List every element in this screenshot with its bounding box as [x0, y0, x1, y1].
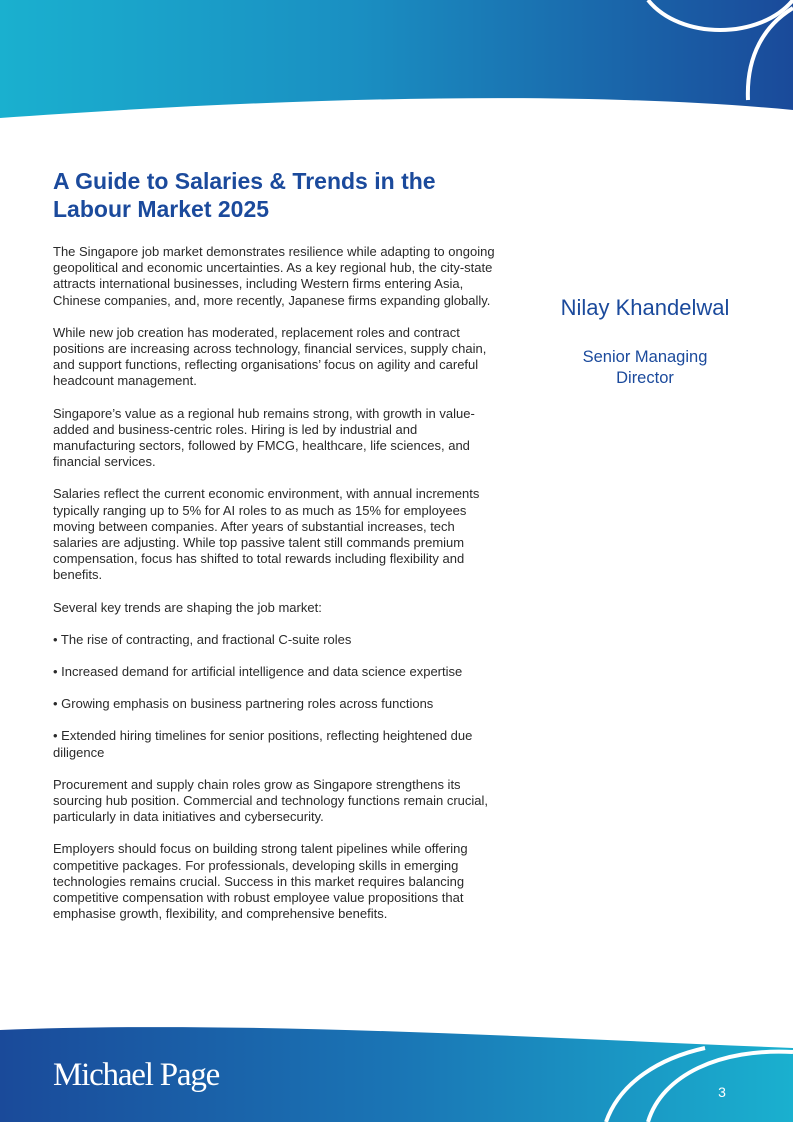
bullet-item: • Increased demand for artificial intelligence and data science expertise — [53, 664, 463, 680]
bullet-item: • Growing emphasis on business partnering roles across functions — [53, 696, 434, 712]
paragraph: Employers should focus on building strong talent pipelines while offering competitive packages. For professionals, developing skills in emerging technologies remains crucial. Success in this market requires balancing competitive compensation with robust employee value propositions that emphasise growth, flexibility, and comprehensive benefits. — [53, 841, 468, 922]
paragraph: Singapore’s value as a regional hub remains strong, with growth in value-added and business-centric roles. Hiring is led by industrial and manufacturing sectors, followed by FMCG, healthcare, life sciences, and financial services. — [53, 405, 475, 470]
author-role: Senior Managing Director — [582, 348, 708, 387]
michael-page-logo: Michael Page — [53, 1057, 220, 1093]
paragraph: The Singapore job market demonstrates resilience while adapting to ongoing geopolitical and economic uncertainties. As a key regional hub, the city-state attracts international businesses, including Western firms entering Asia, Chinese companies, and, more recently, Japanese firms expanding globally. — [53, 244, 495, 308]
bullet-item: • The rise of contracting, and fractional C-suite roles — [53, 631, 352, 647]
bullet-item: • Extended hiring timelines for senior positions, reflecting heightened due diligence — [53, 728, 473, 760]
author-name: Nilay Khandelwal — [560, 295, 730, 320]
paragraph: Procurement and supply chain roles grow as Singapore strengthens its sourcing hub position. Commercial and technology functions remain crucial, particularly in data initiatives and cybersecurity. — [53, 776, 488, 825]
page-title: A Guide to Salaries & Trends in the Labour Market 2025 — [53, 168, 436, 222]
paragraph: While new job creation has moderated, replacement roles and contract positions are increasing across technology, financial services, supply chain, and support functions, reflecting organisations’ focus on agility and careful headcount management. — [53, 324, 487, 389]
article-body — [53, 244, 503, 939]
paragraph: Salaries reflect the current economic environment, with annual increments typically ranging up to 5% for AI roles to as much as 15% for employees moving between companies. After years of substantial increases, tech salaries are adjusting. While top passive talent still commands premium compensation, focus has shifted to total rewards including flexibility and benefits. — [53, 486, 480, 583]
page-number: 3 — [718, 1084, 726, 1100]
header-banner — [0, 0, 793, 130]
paragraph: Several key trends are shaping the job market: — [53, 599, 322, 615]
